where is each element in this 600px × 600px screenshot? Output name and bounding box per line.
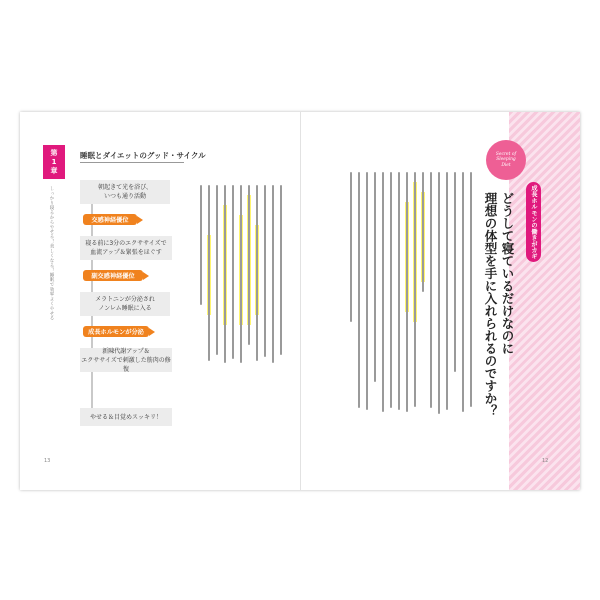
text-line-placeholder bbox=[358, 172, 360, 408]
chapter-tab bbox=[43, 145, 65, 179]
text-line-placeholder bbox=[398, 172, 400, 410]
text-line-placeholder bbox=[454, 172, 456, 372]
text-line-placeholder bbox=[248, 185, 250, 345]
secret-badge bbox=[486, 140, 526, 180]
flow-step-line: いつも通り活動 bbox=[103, 193, 146, 200]
text-line-placeholder bbox=[438, 172, 440, 414]
text-line-placeholder bbox=[256, 185, 258, 361]
flow-step-line: 血流アップ＆緊張をほぐす bbox=[90, 249, 162, 256]
flow-step-line: 新陳代謝アップ＆ bbox=[102, 347, 150, 355]
text-line-placeholder bbox=[414, 172, 416, 407]
text-line-placeholder bbox=[208, 185, 210, 361]
text-line-placeholder bbox=[470, 172, 472, 407]
badge-line: Sleeping bbox=[496, 157, 516, 163]
flow-step-line: 寝る前に3分のエクササイズで bbox=[85, 240, 167, 247]
text-line-placeholder bbox=[382, 172, 384, 412]
text-line-placeholder bbox=[462, 172, 464, 412]
flow-step-line: エクササイズで刺激した筋肉の修復 bbox=[81, 356, 171, 373]
flow-step-line: ノンレム睡眠に入る bbox=[98, 305, 152, 312]
text-line-placeholder bbox=[390, 172, 392, 408]
page-number-left: 13 bbox=[44, 458, 51, 464]
flow-stage-pill: 交感神経優位 bbox=[83, 214, 137, 225]
flow-step-box bbox=[80, 180, 170, 204]
text-line-placeholder bbox=[422, 172, 424, 292]
diagram-title: 睡眠とダイエットのグッド・サイクル bbox=[80, 151, 206, 160]
text-line-placeholder bbox=[264, 185, 266, 357]
text-line-placeholder bbox=[446, 172, 448, 410]
text-line-placeholder bbox=[232, 185, 234, 359]
badge-line: Secret of bbox=[495, 151, 517, 157]
text-line-placeholder bbox=[240, 185, 242, 363]
text-line-placeholder bbox=[200, 185, 202, 305]
flow-step-line: メラトニンが分泌され bbox=[95, 296, 155, 303]
text-line-placeholder bbox=[350, 172, 352, 322]
heading-line: どうして寝ているだけなのに bbox=[500, 192, 515, 355]
text-line-placeholder bbox=[374, 172, 376, 382]
flow-step-box bbox=[80, 348, 172, 372]
flow-step-box bbox=[80, 236, 172, 260]
flow-step-box bbox=[80, 292, 170, 316]
chapter-tab-label: 第 1 章 bbox=[50, 148, 58, 175]
text-line-placeholder bbox=[280, 185, 282, 355]
section-tag: 成長ホルモンの働きがカギ bbox=[526, 182, 541, 262]
heading-line: 理想の体型を手に入れられるのですか？ bbox=[483, 192, 498, 417]
badge-line: Diet bbox=[501, 162, 511, 168]
text-line-placeholder bbox=[406, 172, 408, 412]
text-line-placeholder bbox=[430, 172, 432, 408]
flow-stage-pill: 成長ホルモンが分泌 bbox=[83, 326, 149, 337]
running-head: しっかり寝るからやせる！美しくなる！睡眠で効率よくやせる bbox=[49, 186, 54, 321]
flow-stage-pill: 副交感神経優位 bbox=[83, 270, 143, 281]
text-line-placeholder bbox=[272, 185, 274, 363]
text-line-placeholder bbox=[224, 185, 226, 363]
flow-step-box bbox=[80, 408, 172, 426]
flow-step-line: やせる＆目覚めスッキリ！ bbox=[90, 413, 162, 421]
page-gutter bbox=[300, 112, 301, 490]
main-heading bbox=[482, 192, 516, 492]
flow-step-line: 朝起きて光を浴び、 bbox=[98, 184, 152, 191]
diagram-title-rule bbox=[80, 162, 184, 163]
text-line-placeholder bbox=[366, 172, 368, 410]
page-number-right: 12 bbox=[542, 458, 549, 464]
text-line-placeholder bbox=[216, 185, 218, 355]
